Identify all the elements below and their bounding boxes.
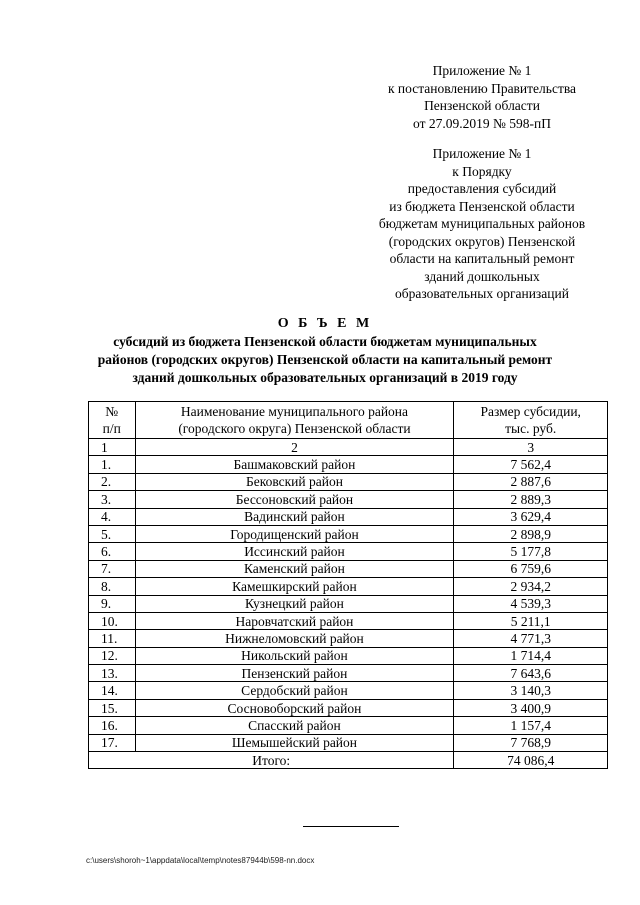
appendix-1-line: к постановлению Правительства bbox=[387, 80, 577, 96]
table-row bbox=[89, 595, 608, 612]
row-district-name: Сосновоборский район bbox=[135, 699, 454, 716]
header-district-line: Наименование муниципального района bbox=[180, 404, 409, 419]
table-row bbox=[89, 647, 608, 664]
table-row bbox=[89, 699, 608, 716]
appendix-2-line: зданий дошкольных bbox=[424, 268, 540, 284]
row-district-name: Спасский район bbox=[135, 717, 454, 734]
appendix-1-line: от 27.09.2019 № 598-пП bbox=[413, 115, 551, 131]
total-amount: 74 086,4 bbox=[454, 752, 608, 769]
row-number: 15. bbox=[89, 699, 136, 716]
table-row bbox=[89, 665, 608, 682]
signature-rule bbox=[303, 826, 399, 827]
row-district-name: Пензенский район bbox=[135, 665, 454, 682]
column-number: 2 bbox=[135, 439, 454, 456]
row-number: 6. bbox=[89, 543, 136, 560]
row-subsidy-amount: 5 177,8 bbox=[454, 543, 608, 560]
row-district-name: Никольский район bbox=[135, 647, 454, 664]
table-row bbox=[89, 682, 608, 699]
header-amount-line: Размер субсидии, bbox=[480, 404, 581, 419]
row-subsidy-amount: 7 562,4 bbox=[454, 456, 608, 473]
table-row bbox=[89, 612, 608, 629]
header-number bbox=[89, 402, 136, 439]
table-row bbox=[89, 508, 608, 525]
row-number: 17. bbox=[89, 734, 136, 751]
document-title: О Б Ъ Е М bbox=[277, 316, 373, 331]
row-number: 13. bbox=[89, 665, 136, 682]
row-subsidy-amount: 2 889,3 bbox=[454, 491, 608, 508]
document-subtitle-line: районов (городских округов) Пензенской области на капитальный ремонт bbox=[97, 352, 553, 367]
appendix-1-line: Пензенской области bbox=[424, 98, 540, 113]
column-number: 3 bbox=[454, 439, 608, 456]
appendix-2-line: из бюджета Пензенской области bbox=[389, 198, 575, 214]
subsidy-table bbox=[88, 401, 608, 769]
appendix-2-line: (городских округов) Пензенской bbox=[388, 233, 576, 249]
appendix-1-block bbox=[340, 62, 624, 132]
table-row bbox=[89, 560, 608, 577]
header-district-name bbox=[135, 402, 454, 439]
row-district-name: Бессоновский район bbox=[135, 491, 454, 508]
row-number: 9. bbox=[89, 595, 136, 612]
row-subsidy-amount: 4 539,3 bbox=[454, 595, 608, 612]
appendix-2-line: образовательных организаций bbox=[395, 286, 569, 301]
header-number-line: п/п bbox=[102, 421, 121, 436]
total-row bbox=[89, 752, 608, 769]
column-number: 1 bbox=[89, 439, 136, 456]
appendix-2-line: бюджетам муниципальных районов bbox=[378, 216, 586, 231]
table-row bbox=[89, 473, 608, 490]
row-subsidy-amount: 4 771,3 bbox=[454, 630, 608, 647]
row-number: 7. bbox=[89, 560, 136, 577]
table-row bbox=[89, 525, 608, 542]
row-number: 16. bbox=[89, 717, 136, 734]
document-heading bbox=[80, 315, 570, 387]
header-amount-line: тыс. руб. bbox=[505, 421, 557, 436]
document-subtitle-line: зданий дошкольных образовательных организаций в 2019 году bbox=[132, 370, 518, 385]
row-district-name: Башмаковский район bbox=[135, 456, 454, 473]
row-district-name: Камешкирский район bbox=[135, 578, 454, 595]
row-number: 8. bbox=[89, 578, 136, 595]
row-number: 5. bbox=[89, 525, 136, 542]
table-row bbox=[89, 717, 608, 734]
appendix-1-line: Приложение № 1 bbox=[432, 63, 532, 78]
row-district-name: Кузнецкий район bbox=[135, 595, 454, 612]
appendix-2-line: предоставления субсидий bbox=[407, 181, 557, 196]
footer-file-path: c:\users\shoroh~1\appdata\local\temp\notes87944b\598-nn.docx bbox=[86, 856, 315, 865]
row-number: 11. bbox=[89, 630, 136, 647]
table-row bbox=[89, 630, 608, 647]
row-number: 10. bbox=[89, 612, 136, 629]
row-subsidy-amount: 2 898,9 bbox=[454, 525, 608, 542]
row-number: 14. bbox=[89, 682, 136, 699]
row-subsidy-amount: 2 887,6 bbox=[454, 473, 608, 490]
row-district-name: Нижнеломовский район bbox=[135, 630, 454, 647]
table-row bbox=[89, 456, 608, 473]
row-district-name: Сердобский район bbox=[135, 682, 454, 699]
total-label: Итого: bbox=[89, 752, 454, 769]
row-district-name: Городищенский район bbox=[135, 525, 454, 542]
appendix-2-line: области на капитальный ремонт bbox=[389, 251, 575, 266]
document-subtitle-line: субсидий из бюджета Пензенской области бюджетам муниципальных bbox=[113, 334, 537, 349]
row-subsidy-amount: 2 934,2 bbox=[454, 578, 608, 595]
table-row bbox=[89, 543, 608, 560]
row-district-name: Вадинский район bbox=[135, 508, 454, 525]
appendix-2-line: Приложение № 1 bbox=[432, 146, 532, 161]
table-row bbox=[89, 734, 608, 751]
row-subsidy-amount: 1 714,4 bbox=[454, 647, 608, 664]
row-number: 2. bbox=[89, 473, 136, 490]
row-district-name: Бековский район bbox=[135, 473, 454, 490]
table-row bbox=[89, 491, 608, 508]
row-subsidy-amount: 1 157,4 bbox=[454, 717, 608, 734]
row-number: 4. bbox=[89, 508, 136, 525]
table-header-row bbox=[89, 402, 608, 439]
row-subsidy-amount: 3 140,3 bbox=[454, 682, 608, 699]
row-district-name: Иссинский район bbox=[135, 543, 454, 560]
row-number: 12. bbox=[89, 647, 136, 664]
row-district-name: Шемышейский район bbox=[135, 734, 454, 751]
row-subsidy-amount: 7 768,9 bbox=[454, 734, 608, 751]
header-subsidy-amount bbox=[454, 402, 608, 439]
column-numbering-row bbox=[89, 439, 608, 456]
header-number-line: № bbox=[105, 404, 119, 419]
row-number: 1. bbox=[89, 456, 136, 473]
appendix-2-block bbox=[340, 145, 624, 303]
appendix-2-line: к Порядку bbox=[452, 163, 512, 179]
row-subsidy-amount: 3 629,4 bbox=[454, 508, 608, 525]
header-district-line: (городского округа) Пензенской области bbox=[178, 421, 411, 436]
row-number: 3. bbox=[89, 491, 136, 508]
row-subsidy-amount: 5 211,1 bbox=[454, 612, 608, 629]
row-district-name: Каменский район bbox=[135, 560, 454, 577]
row-subsidy-amount: 3 400,9 bbox=[454, 699, 608, 716]
row-subsidy-amount: 7 643,6 bbox=[454, 665, 608, 682]
row-subsidy-amount: 6 759,6 bbox=[454, 560, 608, 577]
table-row bbox=[89, 578, 608, 595]
row-district-name: Наровчатский район bbox=[135, 612, 454, 629]
